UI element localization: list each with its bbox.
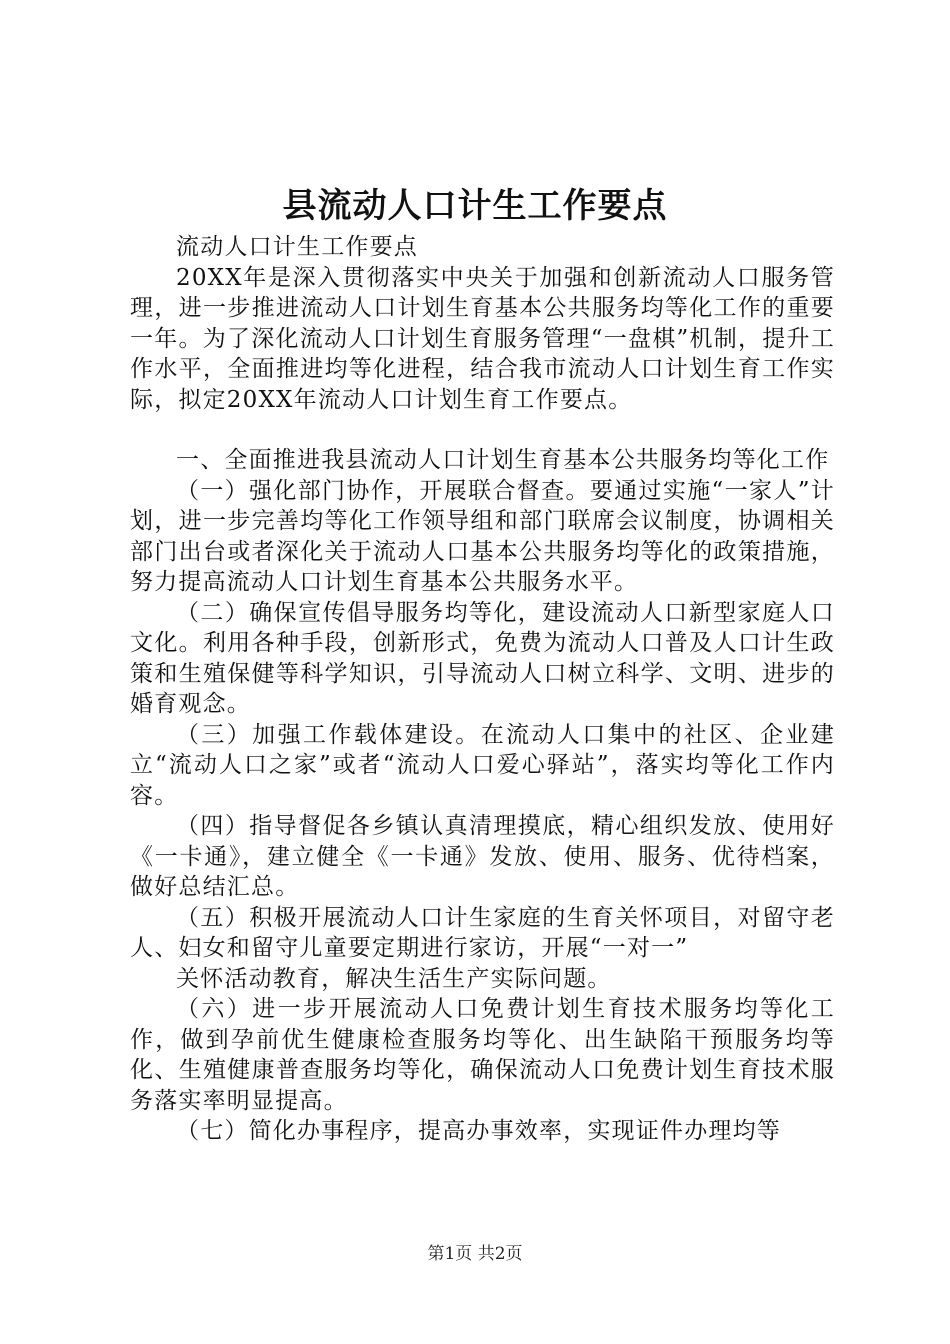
document-body — [130, 232, 835, 1147]
paragraph-spacer — [130, 415, 835, 445]
section-heading: 一、全面推进我县流动人口计划生育基本公共服务均等化工作 — [176, 447, 830, 473]
document-title: 县流动人口计生工作要点 — [282, 186, 668, 226]
list-item: （三）加强工作载体建设。在流动人口集中的社区、企业建立“流动人口之家”或者“流动人口爱心驿站”，落实均等化工作内容。 — [130, 721, 835, 809]
list-item: （一）强化部门协作，开展联合督查。要通过实施“一家人”计划，进一步完善均等化工作领导组和部门联席会议制度，协调相关部门出台或者深化关于流动人口基本公共服务均等化的政策措施，努力提高流动人口计划生育基本公共服务水平。 — [130, 477, 835, 595]
list-item: （五）积极开展流动人口计生家庭的生育关怀项目，对留守老人、妇女和留守儿童要定期进行家访，开展“一对一” — [130, 904, 835, 961]
intro-paragraph: 20XX年是深入贯彻落实中央关于加强和创新流动人口服务管理，进一步推进流动人口计划生育基本公共服务均等化工作的重要一年。为了深化流动人口计划生育服务管理“一盘棋”机制，提升工作水平，全面推进均等化进程，结合我市流动人口计划生育工作实际，拟定20XX年流动人口计划生育工作要点。 — [130, 264, 835, 413]
list-item: （六）进一步开展流动人口免费计划生育技术服务均等化工作，做到孕前优生健康检查服务均等化、出生缺陷干预服务均等化、生殖健康普查服务均等化，确保流动人口免费计划生育技术服务落实率明显提高。 — [130, 996, 835, 1114]
list-item: （二）确保宣传倡导服务均等化，建设流动人口新型家庭人口文化。利用各种手段，创新形式，免费为流动人口普及人口计生政策和生殖保健等科学知识，引导流动人口树立科学、文明、进步的婚育观念。 — [130, 599, 835, 717]
list-item: （七）简化办事程序，提高办事效率，实现证件办理均等 — [176, 1118, 781, 1144]
document-subtitle: 流动人口计生工作要点 — [176, 234, 418, 260]
list-item-continuation: 关怀活动教育，解决生活生产实际问题。 — [176, 965, 612, 992]
list-item: （四）指导督促各乡镇认真清理摸底，精心组织发放、使用好《一卡通》，建立健全《一卡通》发放、使用、服务、优待档案，做好总结汇总。 — [130, 813, 835, 900]
page-number-footer: 第1页 共2页 — [427, 1244, 523, 1264]
